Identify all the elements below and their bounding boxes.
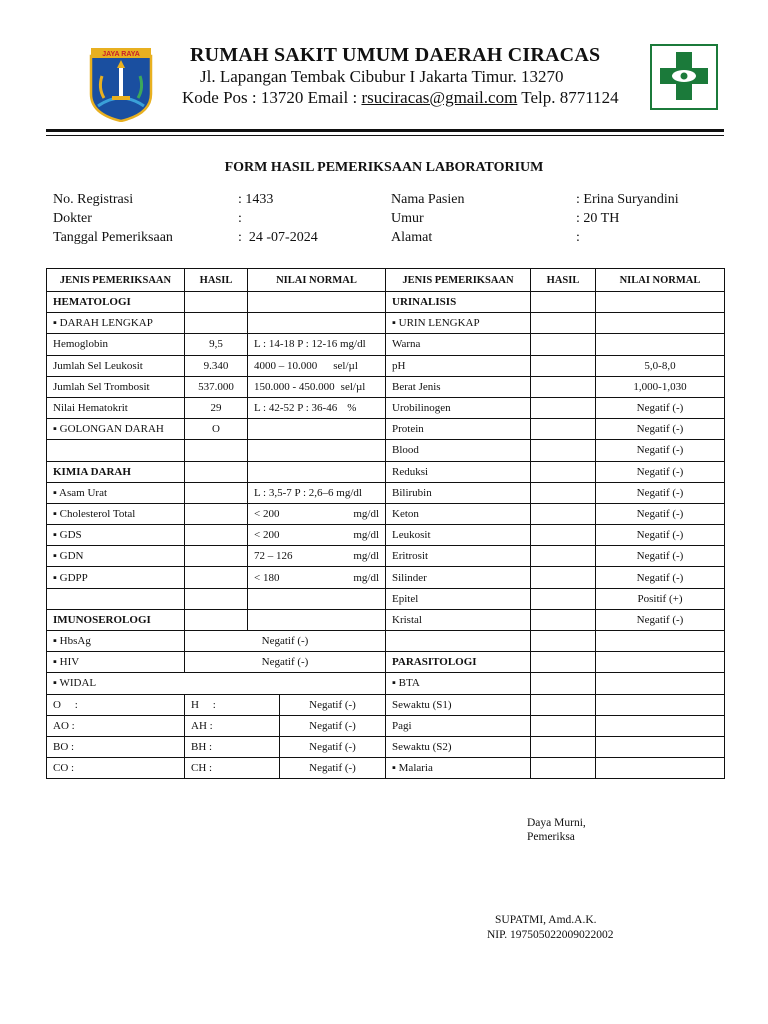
table-row	[47, 313, 725, 334]
test-name: Nilai Hematokrit	[47, 397, 185, 418]
widal-bh: BH :	[185, 737, 280, 757]
test-name: Blood	[386, 440, 531, 461]
test-name: Epitel	[386, 588, 531, 609]
col-header: NILAI NORMAL	[248, 269, 386, 292]
test-name: ▪ GDPP	[47, 567, 185, 588]
darah-lengkap: ▪ DARAH LENGKAP	[47, 313, 185, 334]
test-name: Protein	[386, 419, 531, 440]
test-name: Kristal	[386, 609, 531, 630]
test-result: 29	[185, 397, 248, 418]
test-normal: Negatif (-)	[596, 609, 725, 630]
test-name: ▪ GDN	[47, 546, 185, 567]
table-row	[47, 525, 725, 546]
test-name: Jumlah Sel Leukosit	[47, 355, 185, 376]
test-normal: Negatif (-)	[185, 652, 386, 673]
nama-value: : Erina Suryandini	[576, 192, 679, 207]
hospital-name: RUMAH SAKIT UMUM DAERAH CIRACAS	[190, 44, 601, 66]
jakarta-emblem-logo	[88, 46, 154, 122]
table-row	[47, 419, 725, 440]
widal-o: O :	[47, 694, 185, 715]
widal-bh-cell	[185, 736, 386, 757]
table-row	[47, 694, 725, 715]
normal-range: < 180	[254, 571, 280, 584]
test-name: Reduksi	[386, 461, 531, 482]
urin-lengkap: ▪ URIN LENGKAP	[386, 313, 531, 334]
table-row	[47, 652, 725, 673]
reg-value: : 1433	[238, 192, 274, 207]
contact-suffix: Telp. 8771124	[517, 88, 619, 107]
normal-range: < 200	[254, 529, 280, 542]
col-header: JENIS PEMERIKSAAN	[386, 269, 531, 292]
svg-text:JAYA RAYA: JAYA RAYA	[102, 51, 140, 58]
test-normal: Negatif (-)	[309, 741, 356, 754]
dokter-label: Dokter	[53, 211, 92, 226]
widal-bo: BO :	[47, 736, 185, 757]
table-row	[47, 440, 725, 461]
col-header: NILAI NORMAL	[596, 269, 725, 292]
test-name: Urobilinogen	[386, 397, 531, 418]
test-normal: Negatif (-)	[596, 567, 725, 588]
normal-range: L : 42-52 P : 36-46	[254, 402, 338, 415]
table-row	[47, 461, 725, 482]
umur-label: Umur	[391, 211, 424, 226]
normal-range: 72 – 126	[254, 550, 293, 563]
table-row	[47, 736, 725, 757]
tanggal-value: : 24 -07-2024	[238, 230, 318, 245]
bta-label: ▪ BTA	[386, 673, 531, 694]
table-row	[47, 609, 725, 630]
table-row	[47, 334, 725, 355]
table-row	[47, 292, 725, 313]
test-normal: 1,000-1,030	[596, 376, 725, 397]
signature-line2: Pemeriksa	[527, 831, 575, 843]
normal-range: 150.000 - 450.000	[254, 380, 335, 393]
normal-unit: sel/µl	[340, 380, 366, 393]
test-normal: Positif (+)	[596, 588, 725, 609]
normal-unit: sel/µl	[333, 359, 358, 372]
section-parasitologi: PARASITOLOGI	[386, 652, 531, 673]
col-header: JENIS PEMERIKSAAN	[47, 269, 185, 292]
nama-label: Nama Pasien	[391, 192, 465, 207]
test-normal: Negatif (-)	[596, 419, 725, 440]
widal-ah-cell	[185, 715, 386, 736]
test-name: Eritrosit	[386, 546, 531, 567]
table-row	[47, 355, 725, 376]
col-header: HASIL	[531, 269, 596, 292]
widal-h-cell	[185, 694, 386, 715]
test-name: Warna	[386, 334, 531, 355]
test-normal: Negatif (-)	[596, 546, 725, 567]
test-normal: Negatif (-)	[596, 503, 725, 524]
test-normal: 5,0-8,0	[596, 355, 725, 376]
test-normal	[248, 525, 386, 546]
test-result: 9,5	[185, 334, 248, 355]
test-normal	[248, 567, 386, 588]
test-name: ▪ GDS	[47, 525, 185, 546]
section-kimia: KIMIA DARAH	[47, 461, 185, 482]
signature-nip: NIP. 197505022009022002	[487, 929, 614, 941]
header-rule-thin	[46, 135, 724, 136]
test-name: Keton	[386, 503, 531, 524]
table-header-row	[47, 269, 725, 292]
widal-ah: AH :	[185, 716, 280, 736]
test-normal: Negatif (-)	[309, 719, 356, 732]
test-name: pH	[386, 355, 531, 376]
test-normal	[596, 334, 725, 355]
normal-range: 4000 – 10.000	[254, 359, 318, 372]
normal-unit: %	[347, 402, 357, 415]
test-name: ▪ GOLONGAN DARAH	[47, 419, 185, 440]
test-name: Sewaktu (S2)	[386, 736, 531, 757]
table-row	[47, 715, 725, 736]
test-normal: L : 14-18 P : 12-16 mg/dl	[248, 334, 386, 355]
malaria-label: ▪ Malaria	[386, 758, 531, 779]
table-row	[47, 482, 725, 503]
table-row	[47, 758, 725, 779]
test-normal: Negatif (-)	[185, 631, 386, 652]
test-normal	[248, 397, 386, 418]
test-name: Jumlah Sel Trombosit	[47, 376, 185, 397]
test-normal: Negatif (-)	[596, 482, 725, 503]
widal-co: CO :	[47, 758, 185, 779]
test-normal: Negatif (-)	[596, 397, 725, 418]
test-name: ▪ HIV	[47, 652, 185, 673]
dokter-value: :	[238, 211, 242, 226]
test-normal: Negatif (-)	[596, 525, 725, 546]
test-normal: Negatif (-)	[309, 762, 356, 775]
test-normal: Negatif (-)	[596, 461, 725, 482]
widal-label: ▪ WIDAL	[47, 673, 386, 694]
col-header: HASIL	[185, 269, 248, 292]
section-urinalisis: URINALISIS	[386, 292, 531, 313]
normal-unit: mg/dl	[353, 529, 379, 542]
hospital-cross-logo	[650, 44, 718, 110]
test-name: Berat Jenis	[386, 376, 531, 397]
test-result: O	[185, 419, 248, 440]
test-normal: Negatif (-)	[309, 698, 356, 711]
section-hematologi: HEMATOLOGI	[47, 292, 185, 313]
test-normal	[248, 376, 386, 397]
test-name: ▪ Cholesterol Total	[47, 503, 185, 524]
normal-unit: mg/dl	[353, 550, 379, 563]
table-row	[47, 673, 725, 694]
test-name: Hemoglobin	[47, 334, 185, 355]
email-link[interactable]: rsuciracas@gmail.com	[361, 88, 518, 107]
normal-unit: mg/dl	[353, 571, 379, 584]
table-row	[47, 503, 725, 524]
table-row	[47, 631, 725, 652]
test-normal	[248, 355, 386, 376]
table-row	[47, 588, 725, 609]
test-name: Pagi	[386, 715, 531, 736]
lab-results-table	[46, 268, 725, 779]
widal-h: H :	[185, 695, 280, 715]
test-normal: L : 3,5-7 P : 2,6–6 mg/dl	[248, 482, 386, 503]
test-result: 9.340	[185, 355, 248, 376]
test-name: ▪ Asam Urat	[47, 482, 185, 503]
table-row	[47, 397, 725, 418]
test-name: Bilirubin	[386, 482, 531, 503]
widal-ch-cell	[185, 758, 386, 779]
header-rule-thick	[46, 129, 724, 132]
widal-ch: CH :	[185, 758, 280, 778]
table-row	[47, 376, 725, 397]
tanggal-label: Tanggal Pemeriksaan	[53, 230, 173, 245]
test-name: Leukosit	[386, 525, 531, 546]
reg-label: No. Registrasi	[53, 192, 134, 207]
normal-unit: mg/dl	[353, 507, 379, 520]
normal-range: < 200	[254, 507, 280, 520]
test-normal	[248, 503, 386, 524]
hospital-address: Jl. Lapangan Tembak Cibubur I Jakarta Timur. 13270	[200, 67, 564, 86]
table-row	[47, 567, 725, 588]
test-result: 537.000	[185, 376, 248, 397]
test-name: Silinder	[386, 567, 531, 588]
table-row	[47, 546, 725, 567]
test-normal	[248, 546, 386, 567]
form-title: FORM HASIL PEMERIKSAAN LABORATORIUM	[224, 160, 544, 175]
contact-prefix: Kode Pos : 13720 Email :	[182, 88, 362, 107]
test-name: Sewaktu (S1)	[386, 694, 531, 715]
section-imunoserologi: IMUNOSEROLOGI	[47, 609, 185, 630]
signature-line1: Daya Murni,	[527, 817, 586, 829]
test-normal: Negatif (-)	[596, 440, 725, 461]
test-name: ▪ HbsAg	[47, 631, 185, 652]
alamat-value: :	[576, 230, 580, 245]
signature-name: SUPATMI, Amd.A.K.	[495, 914, 597, 926]
widal-ao: AO :	[47, 715, 185, 736]
umur-value: : 20 TH	[576, 211, 620, 226]
alamat-label: Alamat	[391, 230, 433, 245]
hospital-contact	[182, 88, 619, 108]
